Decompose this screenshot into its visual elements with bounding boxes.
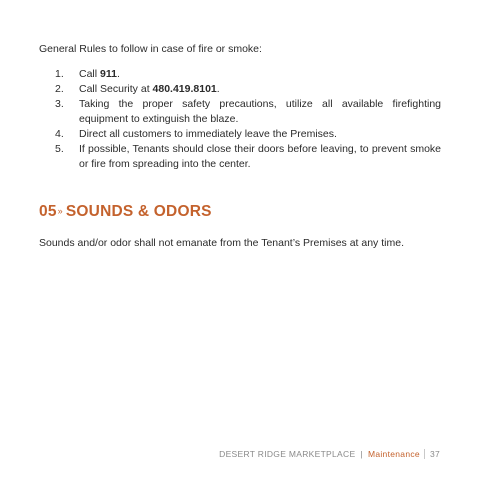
list-text [79, 97, 441, 127]
list-item [39, 67, 441, 82]
list-item [39, 97, 441, 127]
section-title: SOUNDS & ODORS [65, 203, 212, 220]
list-text [79, 82, 441, 97]
chevron-right-icon: » [57, 206, 63, 216]
list-text-bold: 480.419.8101 [152, 83, 217, 95]
list-text-bold: 911 [100, 68, 117, 80]
list-number: 2. [55, 83, 64, 95]
list-text-pre: Taking the proper safety precautions, utilize all available firefighting equipment to extinguish the blaze. [79, 98, 441, 125]
list-item [39, 127, 441, 142]
list-text-post: . [216, 83, 220, 95]
list-number: 1. [55, 68, 64, 80]
intro-text: General Rules to follow in case of fire or smoke: [39, 43, 262, 55]
page-number: 37 [424, 449, 440, 459]
list-text-post: . [116, 68, 120, 80]
list-text-pre: Call Security at [79, 83, 153, 95]
footer-divider: | [360, 449, 363, 459]
list-item [39, 82, 441, 97]
section-heading [39, 203, 212, 221]
list-number: 3. [55, 98, 64, 110]
section-body-text: Sounds and/or odor shall not emanate from the Tenant’s Premises at any time. [39, 237, 404, 249]
fire-rules-list [39, 67, 441, 172]
list-number: 4. [55, 128, 64, 140]
list-text-pre: Direct all customers to immediately leave the Premises. [79, 128, 337, 140]
section-number: 05 [39, 203, 57, 220]
footer-section-name: Maintenance [367, 449, 420, 459]
list-item [39, 142, 441, 172]
list-text [79, 142, 441, 172]
list-text [79, 127, 441, 142]
list-text [79, 67, 441, 82]
list-text-pre: If possible, Tenants should close their doors before leaving, to prevent smoke or fire from spreading into the center. [79, 143, 441, 170]
page-footer [219, 449, 440, 459]
list-number: 5. [55, 143, 64, 155]
list-text-pre: Call [79, 68, 101, 80]
footer-publication: DESERT RIDGE MARKETPLACE [219, 449, 356, 459]
